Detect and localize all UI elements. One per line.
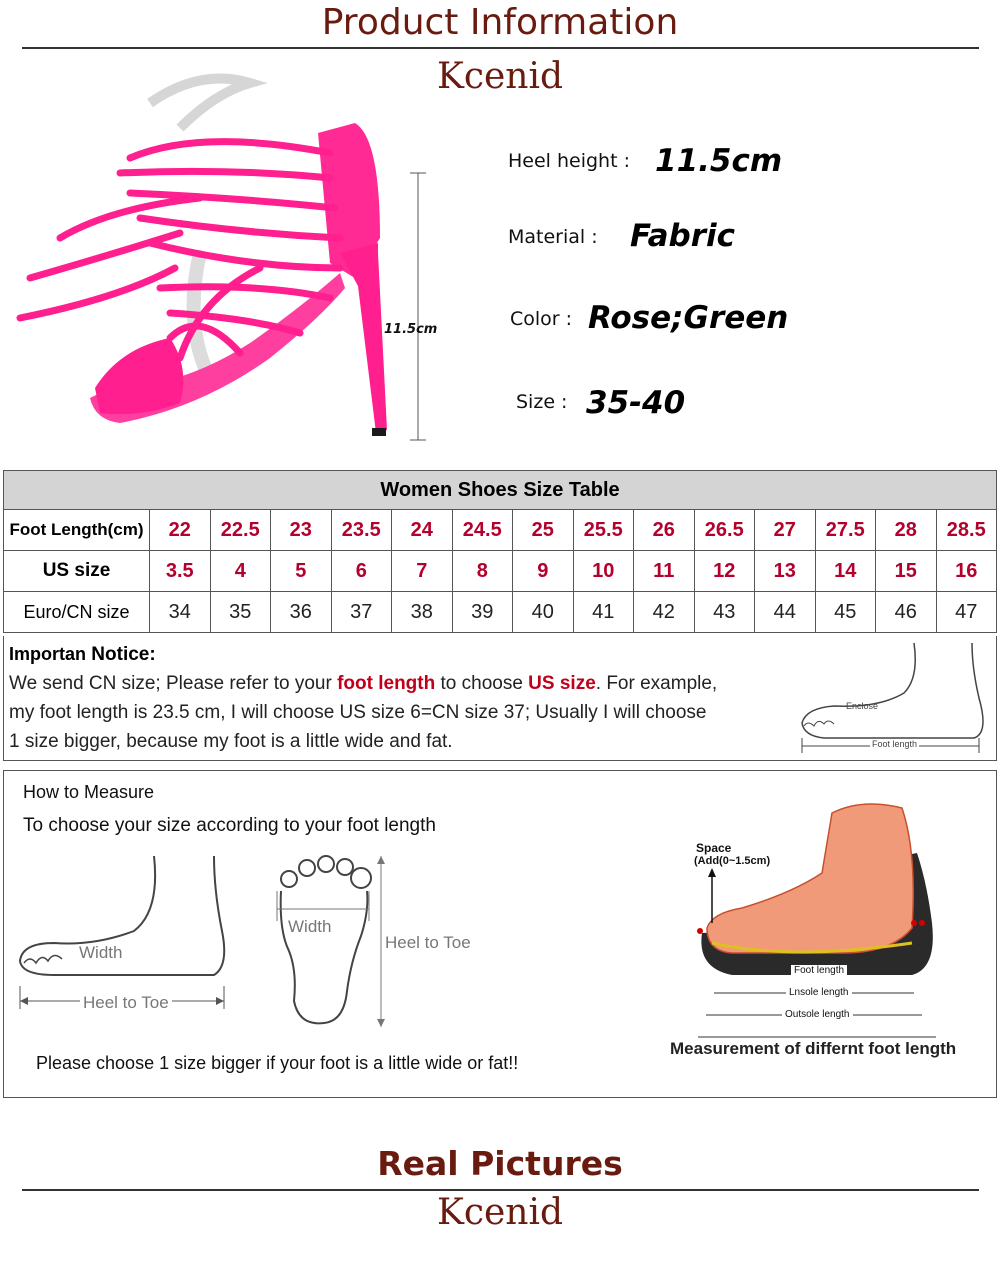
table-cell: 22.5 [210, 510, 271, 551]
highlight-us-size: US size [528, 673, 596, 694]
product-image [0, 68, 480, 448]
table-cell: 26 [634, 510, 695, 551]
side-heel-to-toe-label: Heel to Toe [80, 993, 172, 1013]
foot-length-label: Foot length [791, 965, 847, 976]
table-cell: 24.5 [452, 510, 513, 551]
row-label-euro-cn-size: Euro/CN size [4, 592, 150, 633]
table-cell: 28 [876, 510, 937, 551]
highlight-foot-length: foot length [337, 673, 436, 694]
table-row [4, 592, 997, 633]
table-cell: 36 [271, 592, 332, 633]
real-pictures-title: Real Pictures [377, 1144, 623, 1183]
table-cell: 24 [392, 510, 453, 551]
table-cell: 37 [331, 592, 392, 633]
table-cell: 10 [573, 551, 634, 592]
table-cell: 41 [573, 592, 634, 633]
table-cell: 27 [755, 510, 816, 551]
space-label: Space [696, 841, 732, 855]
outsole-length-label: Outsole length [782, 1009, 853, 1020]
table-cell: 23 [271, 510, 332, 551]
row-label-foot-length: Foot Length(cm) [4, 510, 150, 551]
table-cell: 38 [392, 592, 453, 633]
table-cell: 34 [150, 592, 211, 633]
spec-size-label: Size : [516, 391, 568, 413]
footer-divider [22, 1189, 979, 1191]
page-title: Product Information [321, 2, 679, 43]
top-width-label: Width [288, 917, 332, 936]
table-cell: 35 [210, 592, 271, 633]
notice-line-1 [9, 669, 789, 698]
heel-height-marker-label: 11.5cm [384, 322, 438, 337]
table-cell: 22 [150, 510, 211, 551]
top-heel-to-toe-label: Heel to Toe [385, 933, 471, 952]
table-cell: 7 [392, 551, 453, 592]
notice-title-b: Notice: [86, 644, 156, 665]
table-cell: 9 [513, 551, 574, 592]
spec-size-value: 35-40 [586, 385, 686, 421]
table-cell: 8 [452, 551, 513, 592]
table-cell: 25 [513, 510, 574, 551]
notice-title [9, 640, 789, 669]
size-advice-note: Please choose 1 size bigger if your foot is a little wide or fat!! [36, 1053, 519, 1073]
shoe-cross-section-diagram [692, 793, 942, 1038]
insole-length-label: Lnsole length [786, 987, 852, 998]
spec-material-value: Fabric [630, 218, 736, 254]
size-table-title: Women Shoes Size Table [4, 471, 997, 510]
clear-ankle-strap [150, 79, 250, 129]
spec-heel-height-value: 11.5cm [655, 143, 783, 179]
spec-color-value: Rose;Green [588, 300, 789, 336]
notice-line-1c: . For example, [595, 673, 718, 694]
row-label-us-size: US size [4, 551, 150, 592]
table-cell: 27.5 [815, 510, 876, 551]
diagram-enclose-label: Enclose [846, 701, 879, 711]
notice-title-a: Importan [9, 644, 87, 664]
notice-line-3: 1 size bigger, because my foot is a little wide and fat. [9, 731, 453, 752]
notice-line-1b: to choose [435, 673, 529, 694]
table-cell: 6 [331, 551, 392, 592]
table-cell: 43 [694, 592, 755, 633]
table-cell: 28.5 [936, 510, 997, 551]
table-cell: 4 [210, 551, 271, 592]
measure-title: How to Measure [23, 782, 155, 802]
table-row [4, 551, 997, 592]
side-foot-diagram [14, 851, 229, 1011]
table-cell: 26.5 [694, 510, 755, 551]
table-cell: 15 [876, 551, 937, 592]
table-cell: 39 [452, 592, 513, 633]
measure-subtitle: To choose your size according to your foot length [23, 815, 436, 836]
table-cell: 47 [936, 592, 997, 633]
table-cell: 5 [271, 551, 332, 592]
diagram-foot-length-label: Foot length [872, 739, 918, 749]
measurement-caption: Measurement of differnt foot length [670, 1039, 957, 1058]
table-cell: 23.5 [331, 510, 392, 551]
brand-name: Kcenid [436, 56, 564, 97]
table-cell: 45 [815, 592, 876, 633]
space-add-label: (Add(0~1.5cm) [694, 855, 771, 867]
table-cell: 11 [634, 551, 695, 592]
table-cell: 40 [513, 592, 574, 633]
spec-color-label: Color : [510, 308, 573, 330]
notice-line-1a: We send CN size; Please refer to your [9, 673, 338, 694]
notice-line-2: my foot length is 23.5 cm, I will choose US size 6=CN size 37; Usually I will choose [9, 702, 707, 723]
footer-brand-name: Kcenid [436, 1192, 564, 1233]
spec-heel-height-label: Heel height : [508, 150, 630, 172]
table-cell: 25.5 [573, 510, 634, 551]
table-cell: 42 [634, 592, 695, 633]
table-row [4, 510, 997, 551]
table-cell: 44 [755, 592, 816, 633]
side-width-label: Width [79, 943, 123, 962]
how-to-measure-panel [3, 770, 997, 1098]
title-divider [22, 47, 979, 49]
table-cell: 12 [694, 551, 755, 592]
toe-strap [95, 338, 183, 414]
table-cell: 46 [876, 592, 937, 633]
important-notice [3, 636, 997, 761]
table-cell: 13 [755, 551, 816, 592]
size-table [3, 470, 997, 633]
notice-text [9, 640, 789, 756]
spec-material-label: Material : [508, 226, 598, 248]
table-cell: 14 [815, 551, 876, 592]
table-cell: 16 [936, 551, 997, 592]
table-cell: 3.5 [150, 551, 211, 592]
